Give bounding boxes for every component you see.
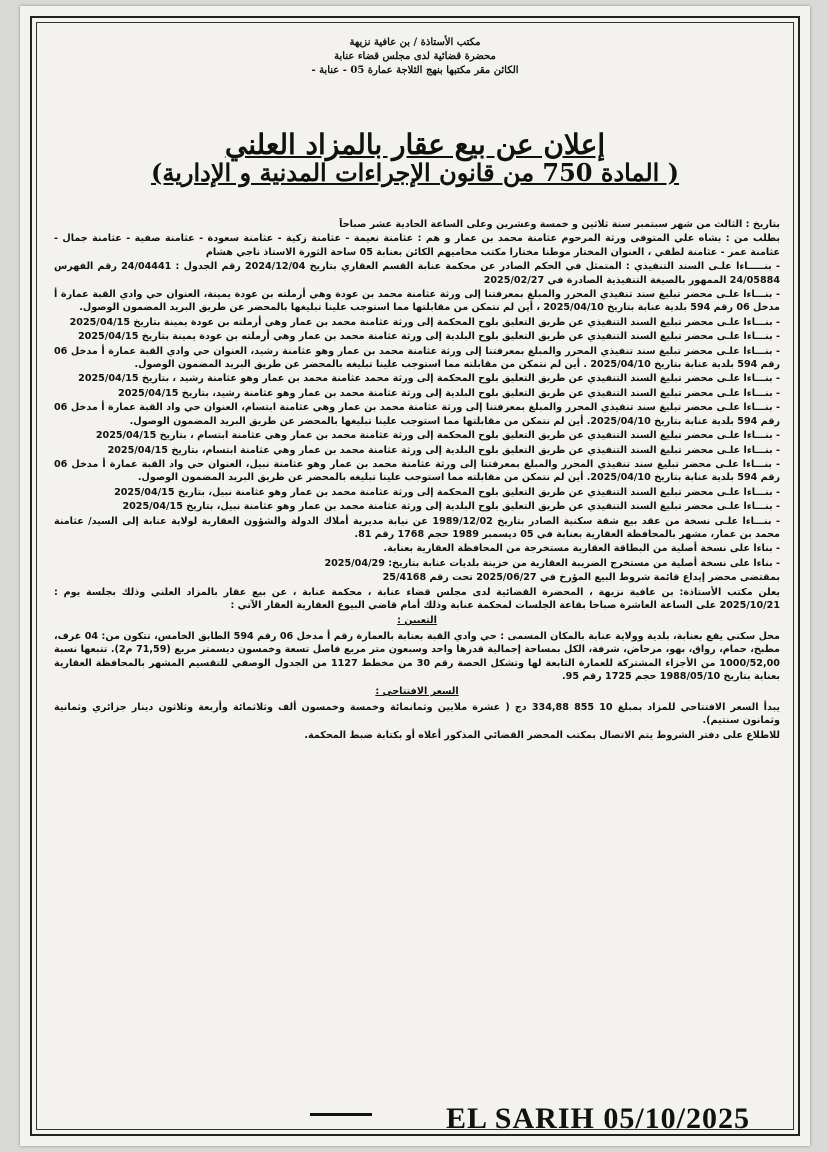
paragraph: - بنـــــاءا علـى السند التنفيذي : المتمثل في الحكم الصادر عن محكمة عنابة القسم العقاري بتاريخ 2024/12/04 رقم الجدول : 24/04441 رقم الفهرس 24/05884 الممهور بالصيغة التنفيذية الصادرة في 2025/02/27 [54, 261, 780, 286]
notice-body [54, 218, 780, 1086]
paragraph: - بنـــاءا علـى محضر تبليغ السند التنفيذي عن طريق التعليق بلوح البلدية إلى ورثة عثامنة محمد بن عمار وهي عثامنة ابتسام، بتاريخ 2025/04/15 [107, 444, 780, 456]
paragraph: - بنـــاءا علـى محضر تبليغ السند التنفيذي عن طريق التعليق بلوح المحكمة إلى ورثة محمد عثامنة محمد بن عمار وهو عثامنة رشيد ، بتاريخ 2025/04/15 [78, 373, 780, 385]
notice-title: إعلان عن بيع عقار بالمزاد العلني [224, 128, 606, 161]
designation-heading: التعيين : [397, 615, 437, 627]
office-name: مكتب الأستاذة / بن عافية نزيهة [349, 37, 481, 48]
closing-text: للاطلاع على دفتر الشروط يتم الاتصال بمكتب المحضر القضائي المذكور أعلاه أو بكتابة ضبط المحكمة. [304, 729, 780, 741]
paragraph: - بنـــاءا علـى محضر تبليغ السند التنفيذي عن طريق التعليق بلوح البلدية إلى ورثة عثامنة محمد بن عمار وهو عثامنة نبيل، بتاريخ 2025/04/15 [122, 501, 780, 513]
paragraph: - بنـــاءا علـى محضر تبليغ السند التنفيذي عن طريق التعليق بلوح المحكمة إلى ورثة عثامنة محمد بن عمار وهي عثامنة ابتسام ، بتاريخ 2025/04/15 [95, 430, 780, 442]
paragraph: - بنـــاءا علـى محضر تبليغ السند التنفيذي عن طريق التعليق بلوح المحكمة إلى ورثة عثامنة محمد بن عمار وهو عثامنة نبيل، بتاريخ 2025/04/15 [114, 486, 780, 498]
office-header [20, 36, 810, 78]
newspaper-credit: EL SARIH 05/10/2025 [445, 1102, 750, 1135]
designation-text: محل سكني يقع بعنابة، بلدية وولاية عنابة بالمكان المسمى : حي وادي القبة بعنابة بالعمارة رقم أ مدخل 06 رقم 594 الطابق الخامس، تتكون من: 04 غرف، مطبخ، حمام، رواق، بهو، مرحاض، شرفة، الكل بمساحة إجمالية قدرها واحد وسبعون متر مربع فاصل تسعة وخمسون ديسمتر مربع (71,59 م2). تتبعها نسبة 1000/52,00 من الأجزاء المشتركة للعمارة التابعة لها وتشكل الحصة رقم 30 من مخطط 1127 من الجدول الوصفي للتقسيم المشهر بالمحافظة العقارية بعنابة بتاريخ 1988/05/10 حجم 1725 رقم 95. [54, 630, 780, 682]
paragraph: - بناءا على نسخة أصلية من مستخرج الضريبة العقارية من خزينة بلديات عنابة بتاريخ: 2025/04/29 [324, 557, 780, 569]
paragraph: - بنـــاءا علـى محضر تبليغ السند التنفيذي عن طريق التعليق بلوح البلدية إلى ورثة عثامنة محمد بن عمار وهو عثامنة رشيد، بتاريخ 2025/04/15 [118, 387, 780, 399]
newspaper-clipping [20, 6, 810, 1146]
paragraph: بطلب من : بشاه علي المتوفى ورثة المرحوم عثامنة محمد بن عمار و هم : عثامنة نعيمة - عثامنة زكية - عثامنة سعودة - عثامنة صفية - عثامنة جمال - عثامنة عمر - عثامنة لطفي ، العنوان المختار موطنا مختارا مكتب محاميهم الكائن بعنابة 05 ساحة الثورة الاستاذ ناجي هشام [54, 233, 780, 258]
paragraph: بتاريخ : الثالث من شهر سبتمبر سنة ثلاثين و خمسة وعشرين وعلى الساعة الحادية عشر صباحاً [339, 219, 780, 230]
paragraph: - بنـــاءا علـى محضر تبليغ السند التنفيذي عن طريق التعليق بلوح البلدية إلى ورثة عثامنة محمد بن عمار وهي أرملته بن عودة يمينة بتاريخ 2025/04/15 [78, 331, 780, 343]
office-role: محضرة قضائية لدى مجلس قضاء عنابة [334, 51, 496, 62]
office-address: الكائن مقر مكتبها بنهج الثلاجة عمارة 05 - عنابة - [311, 65, 519, 76]
notice-subtitle: ( المادة 750 من قانون الإجراءات المدنية و الإدارية) [150, 158, 680, 187]
price-heading: السعر الافتتاحي : [375, 686, 459, 698]
paragraph: - بنـــاءا علـى محضر تبليغ سند تنفيذي المحرر والمبلغ بمعرفتنا إلى ورثة عثامنة محمد بن عمار وهي عثامنة ابتسام، العنوان حي واد القبة عمارة أ مدخل 06 رقم 594 بلدية عنابة بتاريخ 2025/04/10. أين لم نتمكن من مقابلتها مما استوجب علينا تبليغها بالمحضر عن طريق البريد المضمون الوصول. [54, 402, 780, 427]
footer-rule [310, 1113, 372, 1116]
paragraph: بمقتضى محضر إيداع قائمة شروط البيع المؤرخ في 2025/06/27 تحت رقم 25/4168 [382, 572, 780, 584]
paragraph: - بنـــاءا علـى محضر تبليغ السند التنفيذي عن طريق التعليق بلوح المحكمة إلى ورثة عثامنة محمد بن عمار وهي أرملته بن عودة يمينة بتاريخ 2025/04/15 [69, 316, 780, 328]
paragraph: - بنـــاءا علـى نسخة من عقد بيع شقة سكنية الصادر بتاريخ 1989/12/02 عن نيابة مديرية أملاك الدولة والشؤون العقارية لولاية عنابة إلى السيد/ عثامنة محمد بن عمار، مشهر بالمحافظة العقارية بعنابة في 05 ديسمبر 1989 حجم 1768 رقم 81. [54, 515, 780, 540]
paragraph: - بنـــاءا علـى محضر تبليغ سند تنفيذي المحرر والمبلغ بمعرفتنا إلى ورثة عثامنة محمد بن عودة وهي أرملته بن عودة يمينة، العنوان حي وادي القبة عمارة أ مدخل 06 رقم 594 بلدية عنابة بتاريخ 2025/04/10 ، أين لم نتمكن من مقابلتها مما استوجب علينا تبليغها بالمحضر عن طريق البريد المضمون الوصول. [54, 289, 780, 314]
price-text: يبدأ السعر الافتتاحي للمزاد بمبلغ 10 855 334,88 دج ( عشرة ملايين وثمانمائة وخمسة وخمسون ألف وثلاثمائة وأربعة وثلاثون دينار جزائري وثمانية وثمانون سنتيم). [54, 701, 780, 727]
paragraph: - بناءا على نسخة أصلية من البطاقة العقارية مستخرجة من المحافظة العقارية بعنابة. [383, 543, 780, 555]
paragraph: يعلن مكتب الأستاذة: بن عافية نزيهة ، المحضرة القضائية لدى مجلس قضاء عنابة ، محكمة عنابة ، عن بيع عقار بالمزاد العلني وذلك بجلسة يوم : 2025/10/21 على الساعة العاشرة صباحا بقاعة الجلسات لمحكمة عنابة وذلك أمام قاضي البيوع العقارية العقار الآتي : [54, 586, 780, 611]
paragraph: - بنـــاءا علـى محضر تبليغ سند تنفيذي المحرر والمبلغ بمعرفتنا إلى ورثة عثامنة محمد بن عمار وهو عثامنة نبيل، العنوان حي واد القبة عمارة أ مدخل 06 رقم 594 بلدية عنابة بتاريخ 2025/04/10. أين لم نتمكن من مقابلته مما استوجب علينا تبليغه بالمحضر عن طريق البريد المضمون الوصول. [54, 458, 780, 484]
paragraph: - بنـــاءا علـى محضر تبليغ سند تنفيذي المحرر والمبلغ بمعرفتنا إلى ورثة عثامنة محمد بن عمار وهو عثامنة رشيد، العنوان حي وادي القبة عمارة أ مدخل 06 رقم 594 بلدية عنابة بتاريخ 2025/04/10 . أين لم نتمكن من مقابلته مما استوجب علينا تبليغه بالمحضر عن طريق البريد المضمون الوصول. [54, 345, 780, 371]
